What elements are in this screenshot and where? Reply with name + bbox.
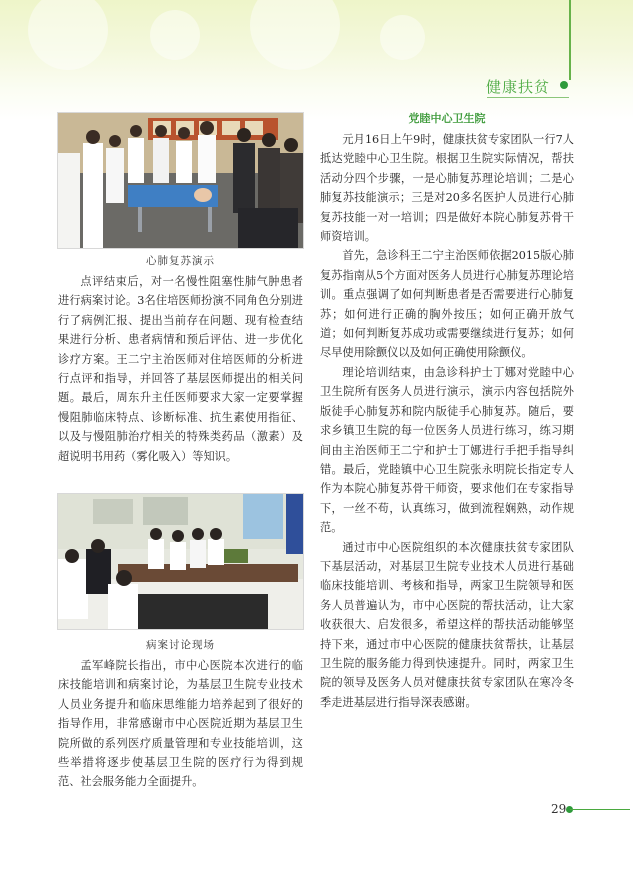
photo1-caption: 心肺复苏演示 [146, 255, 215, 267]
left-column-top [58, 272, 303, 466]
subsection-heading: 党睦中心卫生院 [408, 112, 486, 125]
left-column-bottom [58, 656, 303, 792]
cpr-demo-illustration [58, 113, 303, 248]
header-band [0, 0, 633, 120]
right-column [320, 130, 574, 712]
header-dot [560, 81, 568, 89]
header-vertical-line [569, 0, 571, 80]
cpr-demo-photo [58, 113, 303, 248]
header-underline [487, 97, 569, 98]
decor-bubble [380, 15, 425, 60]
page-number: 29 [551, 802, 567, 816]
footer-line [570, 809, 630, 810]
paragraph: 理论培训结束，由急诊科护士丁娜对党睦中心卫生院所有医务人员进行演示，演示内容包括院外版徒手心肺复苏和院内版徒手心肺复苏。随后，要求乡镇卫生院的每一位医务人员进行练习，练习期间由主治医师王二宁和护士丁娜进行手把手指导纠错。最后，党睦镇中心卫生院张永明院长指定专人作为本院心肺复苏骨干师资，要求他们在专家指导下，一丝不苟，认真练习，做到流程娴熟，动作规范。 [320, 365, 574, 535]
decor-bubble [250, 0, 340, 70]
paragraph: 元月16日上午9时，健康扶贫专家团队一行7人抵达党睦中心卫生院。根据卫生院实际情况，帮扶活动分四个步骤，一是心肺复苏理论培训；二是心肺复苏技能演示；三是对20多名医护人员进行心肺复苏技能一对一培训；四是做好本院心肺复苏骨干师资培训。 [320, 133, 574, 244]
paragraph: 首先，急诊科王二宁主治医师依据2015版心肺复苏指南从5个方面对医务人员进行心肺复苏理论培训。重点强调了如何判断患者是否需要进行心肺复苏；如何进行正确的胸外按压；如何正确开放气道；如何判断复苏成功或需要继续进行复苏；如何尽早使用除颤仪以及如何正确使用除颤仪。 [320, 249, 574, 360]
case-discussion-photo [58, 494, 303, 629]
section-title: 健康扶贫 [486, 78, 551, 96]
photo2-caption: 病案讨论现场 [146, 639, 215, 651]
decor-bubble [28, 0, 108, 70]
paragraph: 通过市中心医院组织的本次健康扶贫专家团队下基层活动，对基层卫生院专业技术人员进行基础临床技能培训、考核和指导，两家卫生院领导和医务人员普遍认为，市中心医院的帮扶活动，让大家收获很大、启发很多，希望这样的帮扶活动能够坚持下来，通过市中心医院的健康扶贫帮扶，让基层卫生院的服务能力得到快速提升。同时，两家卫生院的领导及医务人员对健康扶贫专家团队在寒冷冬季走进基层进行指导深表感谢。 [320, 540, 574, 709]
case-discussion-illustration [58, 494, 303, 629]
decor-bubble [150, 10, 200, 60]
paragraph: 孟军峰院长指出，市中心医院本次进行的临床技能培训和病案讨论，为基层卫生院专业技术人员业务提升和临床思维能力培养起到了很好的指导作用，非常感谢市中心医院近期为基层卫生院所做的系列医疗质量管理和专业技能培训，这些举措将逐步使基层卫生院的医疗行为得到规范、社会服务能力全面提升。 [58, 659, 303, 789]
paragraph: 点评结束后，对一名慢性阻塞性肺气肿患者进行病案讨论。3名住培医师扮演不同角色分别进行了病例汇报、提出当前存在问题、现有检查结果进行分析、患者病情和预后评估、进一步优化诊疗方案。王二宁主治医师对住培医师的分析进行点评和指导，并回答了基层医师提出的相关问题。最后，周东升主任医师要求大家一定要掌握慢阻肺临床特点、诊断标准、抗生素使用指征、以及与慢阻肺治疗相关的特殊类药品（激素）及超说明书用药（雾化吸入）等知识。 [58, 275, 303, 463]
